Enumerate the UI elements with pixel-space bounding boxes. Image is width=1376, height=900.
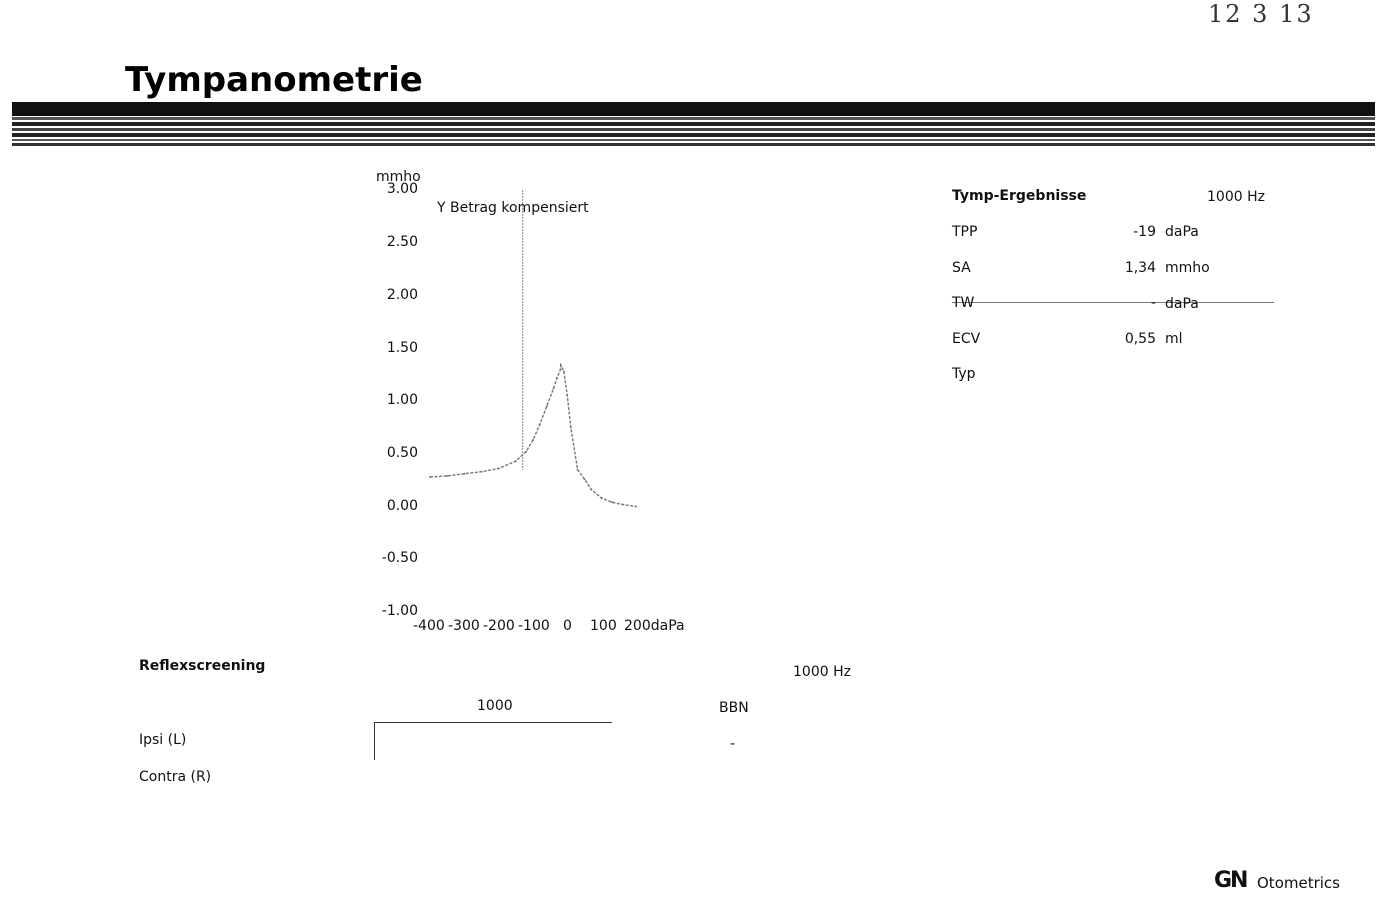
ipsi-bbn-value: -: [730, 736, 736, 752]
x-tick-label: -200: [483, 618, 515, 634]
y-tick-label: 0.50: [386, 445, 418, 461]
gn-logo: GN: [1214, 868, 1247, 893]
data-point: [515, 460, 517, 462]
data-point: [532, 439, 534, 441]
x-tick-label: 0: [563, 618, 572, 634]
result-label: ECV: [952, 331, 981, 347]
data-point: [577, 469, 579, 471]
data-point: [546, 405, 548, 407]
data-point: [556, 377, 558, 379]
data-point: [563, 371, 565, 373]
x-tick-label: -100: [518, 618, 550, 634]
results-frequency: 1000 Hz: [1207, 189, 1265, 205]
result-value: 0,55: [1124, 331, 1156, 347]
result-unit: daPa: [1165, 224, 1199, 240]
result-label: TPP: [952, 224, 978, 240]
reflex-col-1000: 1000: [477, 698, 513, 714]
reflex-frequency: 1000 Hz: [793, 664, 851, 680]
brand-name: Otometrics: [1257, 874, 1340, 892]
data-point: [539, 423, 541, 425]
y-unit-label: mmho: [376, 169, 421, 185]
result-unit: daPa: [1165, 296, 1199, 312]
result-label: TW: [952, 295, 975, 311]
data-point: [560, 364, 562, 366]
data-point: [553, 387, 555, 389]
reflex-box-top: [374, 722, 612, 723]
result-label: SA: [952, 260, 971, 276]
data-point: [584, 478, 586, 480]
y-tick-label: 2.50: [386, 234, 418, 250]
result-unit: ml: [1165, 331, 1183, 347]
series-line: [430, 365, 636, 506]
data-point: [498, 468, 500, 470]
reflex-heading: Reflexscreening: [139, 658, 266, 674]
x-tick-label: 200daPa: [624, 618, 685, 634]
data-point: [611, 501, 613, 503]
data-point: [525, 451, 527, 453]
y-tick-label: -1.00: [381, 603, 418, 619]
contra-label: Contra (R): [139, 769, 212, 785]
x-tick-label: -400: [413, 618, 445, 634]
y-tick-label: 1.00: [386, 392, 418, 408]
reflex-box-left: [374, 722, 375, 760]
y-tick-label: 2.00: [386, 287, 418, 303]
data-point: [621, 504, 623, 506]
result-label: Typ: [952, 366, 976, 382]
y-tick-label: 3.00: [386, 181, 418, 197]
x-tick-label: 100: [590, 618, 617, 634]
results-heading: Tymp-Ergebnisse: [952, 188, 1087, 204]
result-value: -: [1150, 295, 1156, 311]
data-point: [566, 395, 568, 397]
ipsi-label: Ipsi (L): [139, 732, 187, 748]
y-tick-label: 0.00: [386, 498, 418, 514]
data-point: [601, 497, 603, 499]
data-point: [570, 427, 572, 429]
page-title: Tympanometrie: [125, 60, 423, 100]
data-point: [635, 506, 637, 508]
x-tick-label: -300: [448, 618, 480, 634]
data-point: [560, 369, 562, 371]
y-tick-label: -0.50: [381, 550, 418, 566]
data-point: [446, 475, 448, 477]
result-unit: mmho: [1165, 260, 1210, 276]
data-point: [591, 489, 593, 491]
result-value: 1,34: [1124, 260, 1156, 276]
handwritten-date: 12 3 13: [1208, 0, 1314, 28]
data-point: [429, 476, 431, 478]
reflex-col-bbn: BBN: [719, 700, 749, 716]
y-tick-label: 1.50: [386, 340, 418, 356]
chart-title: Y Betrag kompensiert: [437, 200, 589, 216]
data-point: [463, 473, 465, 475]
result-value: -19: [1133, 224, 1156, 240]
data-point: [481, 471, 483, 473]
